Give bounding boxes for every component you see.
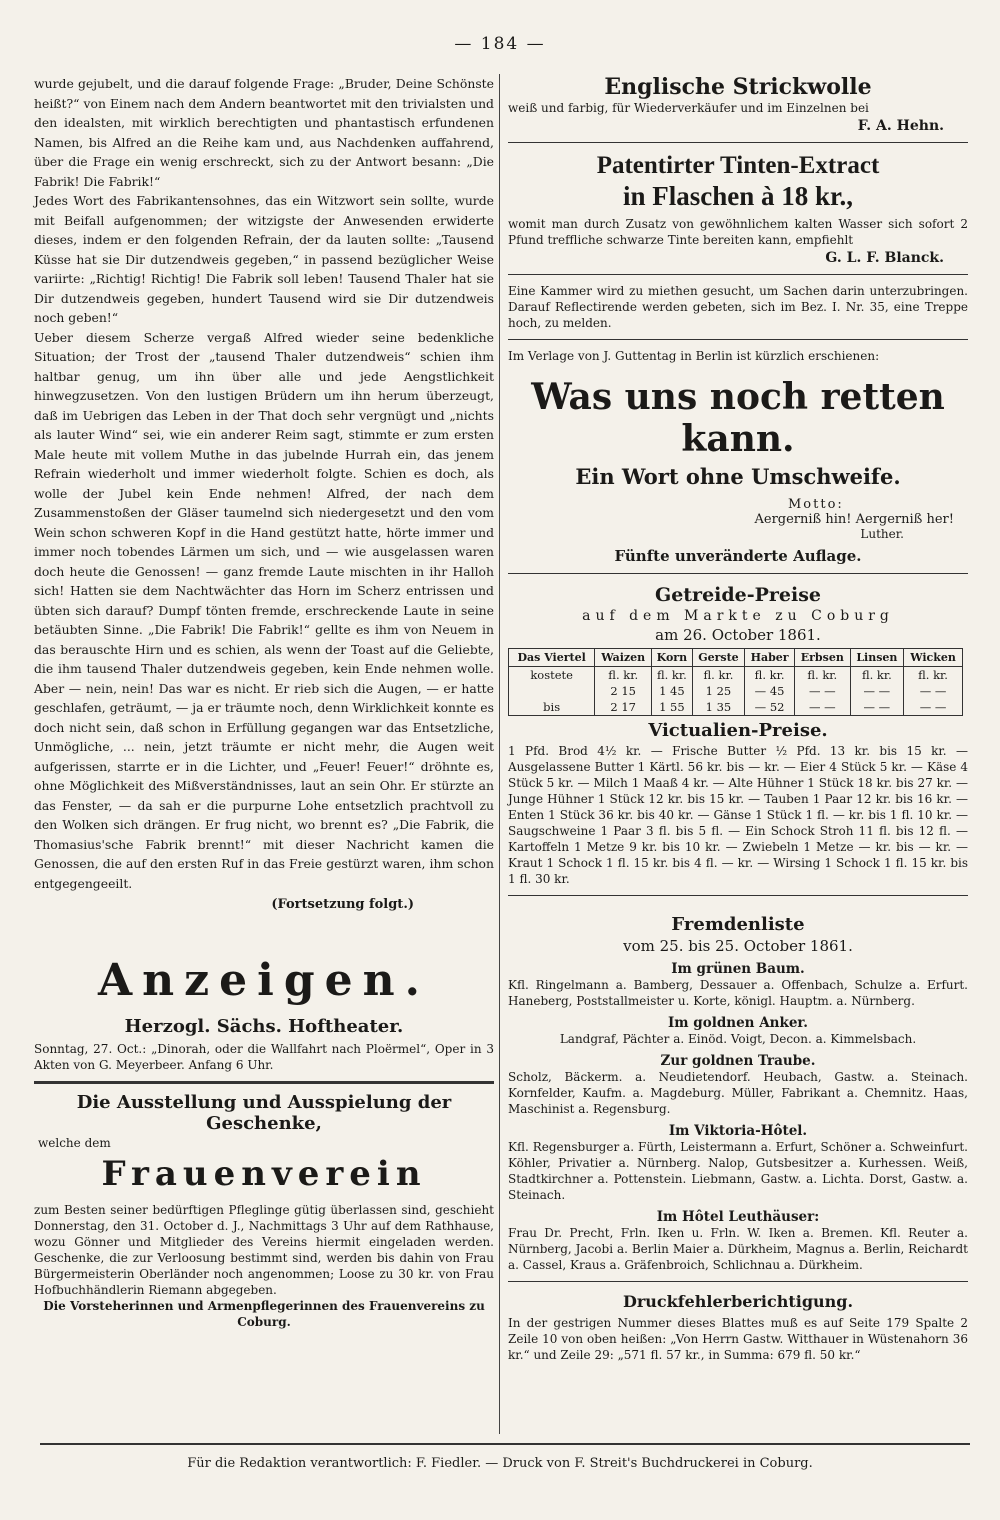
hotel-guests: Landgraf, Pächter a. Einöd. Voigt, Decon. a. Kimmelsbach. xyxy=(559,1032,917,1046)
right-column xyxy=(508,74,968,1363)
table-cell: 1 45 xyxy=(652,683,693,699)
table-header: Erbsen xyxy=(794,649,850,667)
table-cell: — — xyxy=(794,699,850,716)
druckfehler-heading: Druckfehlerberichtigung. xyxy=(622,1292,854,1311)
hotel-guests: Frau Dr. Precht, Frln. Iken u. Frln. W. Iken a. Bremen. Kfl. Reuter a. Nürnberg, Jacobi a. Berlin Maier a. Dürkheim, Magnus a. Berlin, Reichardt a. Cassel, Kraus a. Gräfenbroich, Schlichnau a. Dürkheim. xyxy=(508,1226,968,1272)
hotel-heading: Im Hôtel Leuthäuser: xyxy=(656,1209,820,1225)
table-header: Linsen xyxy=(850,649,903,667)
table-row xyxy=(509,699,963,716)
left-column xyxy=(34,74,494,1330)
strickwolle-text: weiß und farbig, für Wiederverkäufer und im Einzelnen bei xyxy=(508,101,869,115)
anzeigen-heading: Anzeigen. xyxy=(98,955,430,1006)
hotel-heading: Im Viktoria-Hôtel. xyxy=(668,1123,808,1139)
divider xyxy=(508,142,968,143)
table-header: Haber xyxy=(745,649,795,667)
kammer-text: Eine Kammer wird zu miethen gesucht, um Sachen darin unterzubringen. Darauf Reflectirende werden gebeten, sich im Bez. I. Nr. 35, eine Treppe hoch, zu melden. xyxy=(508,284,968,330)
table-header: Waizen xyxy=(595,649,652,667)
motto-text: Aergerniß hin! Aergerniß her! xyxy=(754,512,954,527)
table-row xyxy=(509,683,963,699)
viktualien-text: 1 Pfd. Brod 4½ kr. — Frische Butter ½ Pfd. 13 kr. bis 15 kr. — Ausgelassene Butter 1 Kärtl. 56 kr. bis — kr. — Eier 4 Stück 5 kr. — Käse 4 Stück 5 kr. — Milch 1 Maaß 4 kr. — Alte Hühner 1 Stück 18 kr. bis 27 kr. — Junge Hühner 1 Stück 12 kr. bis 15 kr. — Tauben 1 Paar 12 kr. bis 16 kr. — Enten 1 Stück 36 kr. bis 40 kr. — Gänse 1 Stück 1 fl. — kr. bis 1 fl. 10 kr. — Saugschweine 1 Paar 3 fl. bis 5 fl. — Ein Schock Stroh 11 fl. bis 12 fl. — Kartoffeln 1 Metze 9 kr. bis 10 kr. — Zwiebeln 1 Metze — kr. bis — kr. — Kraut 1 Schock 1 fl. 15 kr. bis 4 fl. — kr. — Wirsing 1 Schock 1 fl. 15 kr. bis 1 fl. 30 kr. xyxy=(508,744,968,886)
fremdenliste-heading: Fremdenliste xyxy=(671,914,805,935)
markt-line: auf dem Markte zu Coburg xyxy=(582,608,894,624)
druckfehler-text: In der gestrigen Nummer dieses Blattes muß es auf Seite 179 Spalte 2 Zeile 10 von oben heißen: „Von Herrn Gastw. Witthauer in Wüstenahorn 36 kr.“ und Zeile 29: „571 fl. 57 kr., in Summa: 679 fl. 50 kr.“ xyxy=(508,1316,968,1362)
table-row xyxy=(509,667,963,684)
table-cell: fl. kr. xyxy=(850,667,903,684)
table-cell: fl. kr. xyxy=(794,667,850,684)
strickwolle-signature: F. A. Hehn. xyxy=(857,118,944,134)
divider xyxy=(508,573,968,574)
table-cell: 2 15 xyxy=(595,683,652,699)
tinten-signature: G. L. F. Blanck. xyxy=(825,250,944,266)
book-title: Was uns noch retten kann. xyxy=(531,376,945,460)
table-header: Korn xyxy=(652,649,693,667)
divider xyxy=(508,895,968,896)
motto-author: Luther. xyxy=(860,527,904,541)
fremdenliste-date: vom 25. bis 25. October 1861. xyxy=(623,937,853,955)
table-cell: — 45 xyxy=(745,683,795,699)
hotel-guests: Scholz, Bäckerm. a. Neudietendorf. Heubach, Gastw. a. Steinach. Kornfelder, Kaufm. a. Magdeburg. Müller, Fabrikant a. Chemnitz. Haas, Maschinist a. Regensburg. xyxy=(508,1070,968,1116)
story-paragraph-1: wurde gejubelt, und die darauf folgende Frage: „Bruder, Deine Schönste heißt?“ von Einem nach dem Andern beantwortet mit den trivialsten und den idealsten, mit wirklich berechtigten und phantastisch erfundenen Namen, bis Alfred an die Reihe kam und, aus Nachdenken auffahrend, über die Frage ein wenig erschreckt, sich zu der Antwort besann: „Die Fabrik! Die Fabrik!“ xyxy=(34,76,494,189)
theater-text: Sonntag, 27. Oct.: „Dinorah, oder die Wallfahrt nach Ploërmel“, Oper in 3 Akten von G. Meyerbeer. Anfang 6 Uhr. xyxy=(34,1042,494,1072)
book-subtitle: Ein Wort ohne Umschweife. xyxy=(575,464,901,489)
table-cell: kostete xyxy=(509,667,595,684)
markt-date: am 26. October 1861. xyxy=(655,626,821,644)
hotel-guests: Kfl. Regensburger a. Fürth, Leistermann a. Erfurt, Schöner a. Schweinfurt. Köhler, Privatier a. Nürnberg. Nalop, Gutsbesitzer a. Kurhessen. Weiß, Stadtkirchner a. Pottenstein. Liebmann, Gastw. a. Lichta. Dorst, Gastw. a. Steinach. xyxy=(508,1140,968,1202)
table-cell: fl. kr. xyxy=(904,667,963,684)
continuation-note: (Fortsetzung folgt.) xyxy=(271,897,414,912)
footer-rule xyxy=(40,1443,970,1445)
table-cell: fl. kr. xyxy=(595,667,652,684)
story-paragraph-2: Jedes Wort des Fabrikantensohnes, das ein Witzwort sein sollte, wurde mit Beifall aufgenommen; der witzigste der Anwesenden erwiderte dieses, indem er den folgenden Refrain, der da lauten sollte: „Tausend Küsse hat sie Dir dutzendweis gegeben,“ in passend bezüglicher Weise variirte: „Richtig! Richtig! Die Fabrik soll leben! Tausend Thaler hat sie Dir dutzendweis gegeben, hundert Tausend wird sie Dir dutzendweis noch geben!“ xyxy=(34,193,494,325)
ausstellung-heading: Die Ausstellung und Ausspielung der Geschenke, xyxy=(76,1092,452,1134)
motto-label: Motto: xyxy=(788,497,844,512)
footer-imprint: Für die Redaktion verantwortlich: F. Fiedler. — Druck von F. Streit's Buchdruckerei in Coburg. xyxy=(187,1456,813,1471)
table-cell: fl. kr. xyxy=(652,667,693,684)
table-cell: — — xyxy=(850,683,903,699)
grain-price-table xyxy=(508,648,963,716)
hotel-heading: Zur goldnen Traube. xyxy=(660,1053,816,1069)
table-cell: 1 25 xyxy=(692,683,745,699)
hotel-guests: Kfl. Ringelmann a. Bamberg, Dessauer a. Offenbach, Schulze a. Erfurt. Haneberg, Poststallmeister u. Korte, königl. Hauptm. a. Nürnberg. xyxy=(508,978,968,1008)
table-header: Gerste xyxy=(692,649,745,667)
table-cell xyxy=(509,683,595,699)
table-cell: 1 55 xyxy=(652,699,693,716)
theater-heading: Herzogl. Sächs. Hoftheater. xyxy=(124,1016,404,1037)
hotel-heading: Im grünen Baum. xyxy=(671,961,805,977)
tinten-heading: Patentirter Tinten-Extract xyxy=(596,152,880,179)
edition-note: Fünfte unveränderte Auflage. xyxy=(614,547,862,565)
table-cell: — — xyxy=(904,683,963,699)
hotel-heading: Im goldnen Anker. xyxy=(667,1015,809,1031)
ausstellung-subline: welche dem xyxy=(38,1136,111,1150)
column-divider xyxy=(499,74,500,1434)
ausstellung-text: zum Besten seiner bedürftigen Pfleglinge gütig überlassen sind, geschieht Donnerstag, den 31. October d. J., Nachmittags 3 Uhr auf dem Rathhause, wozu Gönner und Mitglieder des Vereins hiermit eingeladen werden. Geschenke, die zur Verloosung bestimmt sind, werden bis dahin von Frau Bürgermeisterin Oberländer noch angenommen; Loose zu 30 kr. von Frau Hofbuchhändlerin Riemann abgegeben. xyxy=(34,1203,494,1297)
viktualien-heading: Victualien-Preise. xyxy=(648,720,828,741)
frauenverein-heading: Frauenverein xyxy=(101,1154,427,1194)
table-header-row xyxy=(509,649,963,667)
table-header: Wicken xyxy=(904,649,963,667)
divider xyxy=(508,274,968,275)
getreide-heading: Getreide-Preise xyxy=(654,584,822,606)
page-number: — 184 — xyxy=(454,34,546,54)
table-cell: — 52 xyxy=(745,699,795,716)
table-cell: bis xyxy=(509,699,595,716)
table-header: Das Viertel xyxy=(509,649,595,667)
table-cell: fl. kr. xyxy=(745,667,795,684)
divider xyxy=(508,1281,968,1282)
table-cell: — — xyxy=(904,699,963,716)
verlag-text: Im Verlage von J. Guttentag in Berlin ist kürzlich erschienen: xyxy=(508,349,880,363)
table-cell: 1 35 xyxy=(692,699,745,716)
tinten-text: womit man durch Zusatz von gewöhnlichem kalten Wasser sich sofort 2 Pfund treffliche schwarze Tinte bereiten kann, empfiehlt xyxy=(508,217,968,247)
divider xyxy=(508,339,968,340)
table-cell: — — xyxy=(850,699,903,716)
strickwolle-heading: Englische Strickwolle xyxy=(604,74,872,100)
ausstellung-signature: Die Vorsteherinnen und Armenpflegerinnen des Frauenvereins zu Coburg. xyxy=(43,1299,485,1329)
table-cell: — — xyxy=(794,683,850,699)
story-paragraph-3: Ueber diesem Scherze vergaß Alfred wieder seine bedenkliche Situation; der Trost der „tausend Thaler dutzendweis“ schien ihm haltbar genug, um ihn über alle und jede Aengstlichkeit hinwegzusetzen. Von den lustigen Brüdern um ihn herum überzeugt, daß im Uebrigen das Leben in der That doch sehr vergnügt und „nichts als lauter Wind“ sei, wie ein anderer Reim sagt, stimmte er zum ersten Male heute mit vollem Muthe in das jubelnde Hurrah ein, das jenem Refrain wiederholt und immer wiederholt folgte. Schien es doch, als wolle der Jubel kein Ende nehmen! Alfred, der nach dem Zusammenstoßen der Gläser taumelnd sich niedergesetzt und den vom Wein schon schweren Kopf in die Hand gestützt hatte, hörte immer und immer noch tobendes Lärmen um sich, und — wie ausgelassen waren doch heute die Genossen! — ganz fremde Laute mischten in ihr Halloh sich! Hatten sie dem Nachtwächter das Horn im Scherz entrissen und übten sich darauf? Dumpf tönten fremde, erschreckende Laute in seine betäubten Sinne. „Die Fabrik! Die Fabrik!“ gellte es ihm von Neuem in das berauschte Hirn und es schien, als wenn der Toast auf die Geliebte, die ihm tausend Thaler dutzendweis gegeben, kein Ende nehmen wolle. Aber — nein, nein! Das war es nicht. Er rieb sich die Augen, — er hatte geschlafen, geträumt, — ja er träumte noch, denn Wirklichkeit konnte es doch nicht sein, daß schon in Erfüllung gegangen war das Entsetzliche, Unmögliche, ... nein, jetzt träumte er nicht mehr, die Augen weit aufgerissen, starrte er in die Lichter, und „Feuer! Feuer!“ dröhnte es, ohne Möglichkeit des Mißverständnisses, laut an sein Ohr. Er stürzte an das Fenster, — da sah er die purpurne Lohe entsetzlich prachtvoll zu den Wolken sich drängen. Er frug nicht, wo brennt es? „Die Fabrik, die Thomasius'sche Fabrik brennt!“ mit dieser Nachricht kamen die Genossen, die auf den ersten Ruf in das Freie gestürzt waren, ihm schon entgegengeeilt. xyxy=(34,329,494,891)
table-cell: fl. kr. xyxy=(692,667,745,684)
tinten-subheading: in Flaschen à 18 kr., xyxy=(622,181,854,211)
divider xyxy=(34,1081,494,1084)
table-cell: 2 17 xyxy=(595,699,652,716)
